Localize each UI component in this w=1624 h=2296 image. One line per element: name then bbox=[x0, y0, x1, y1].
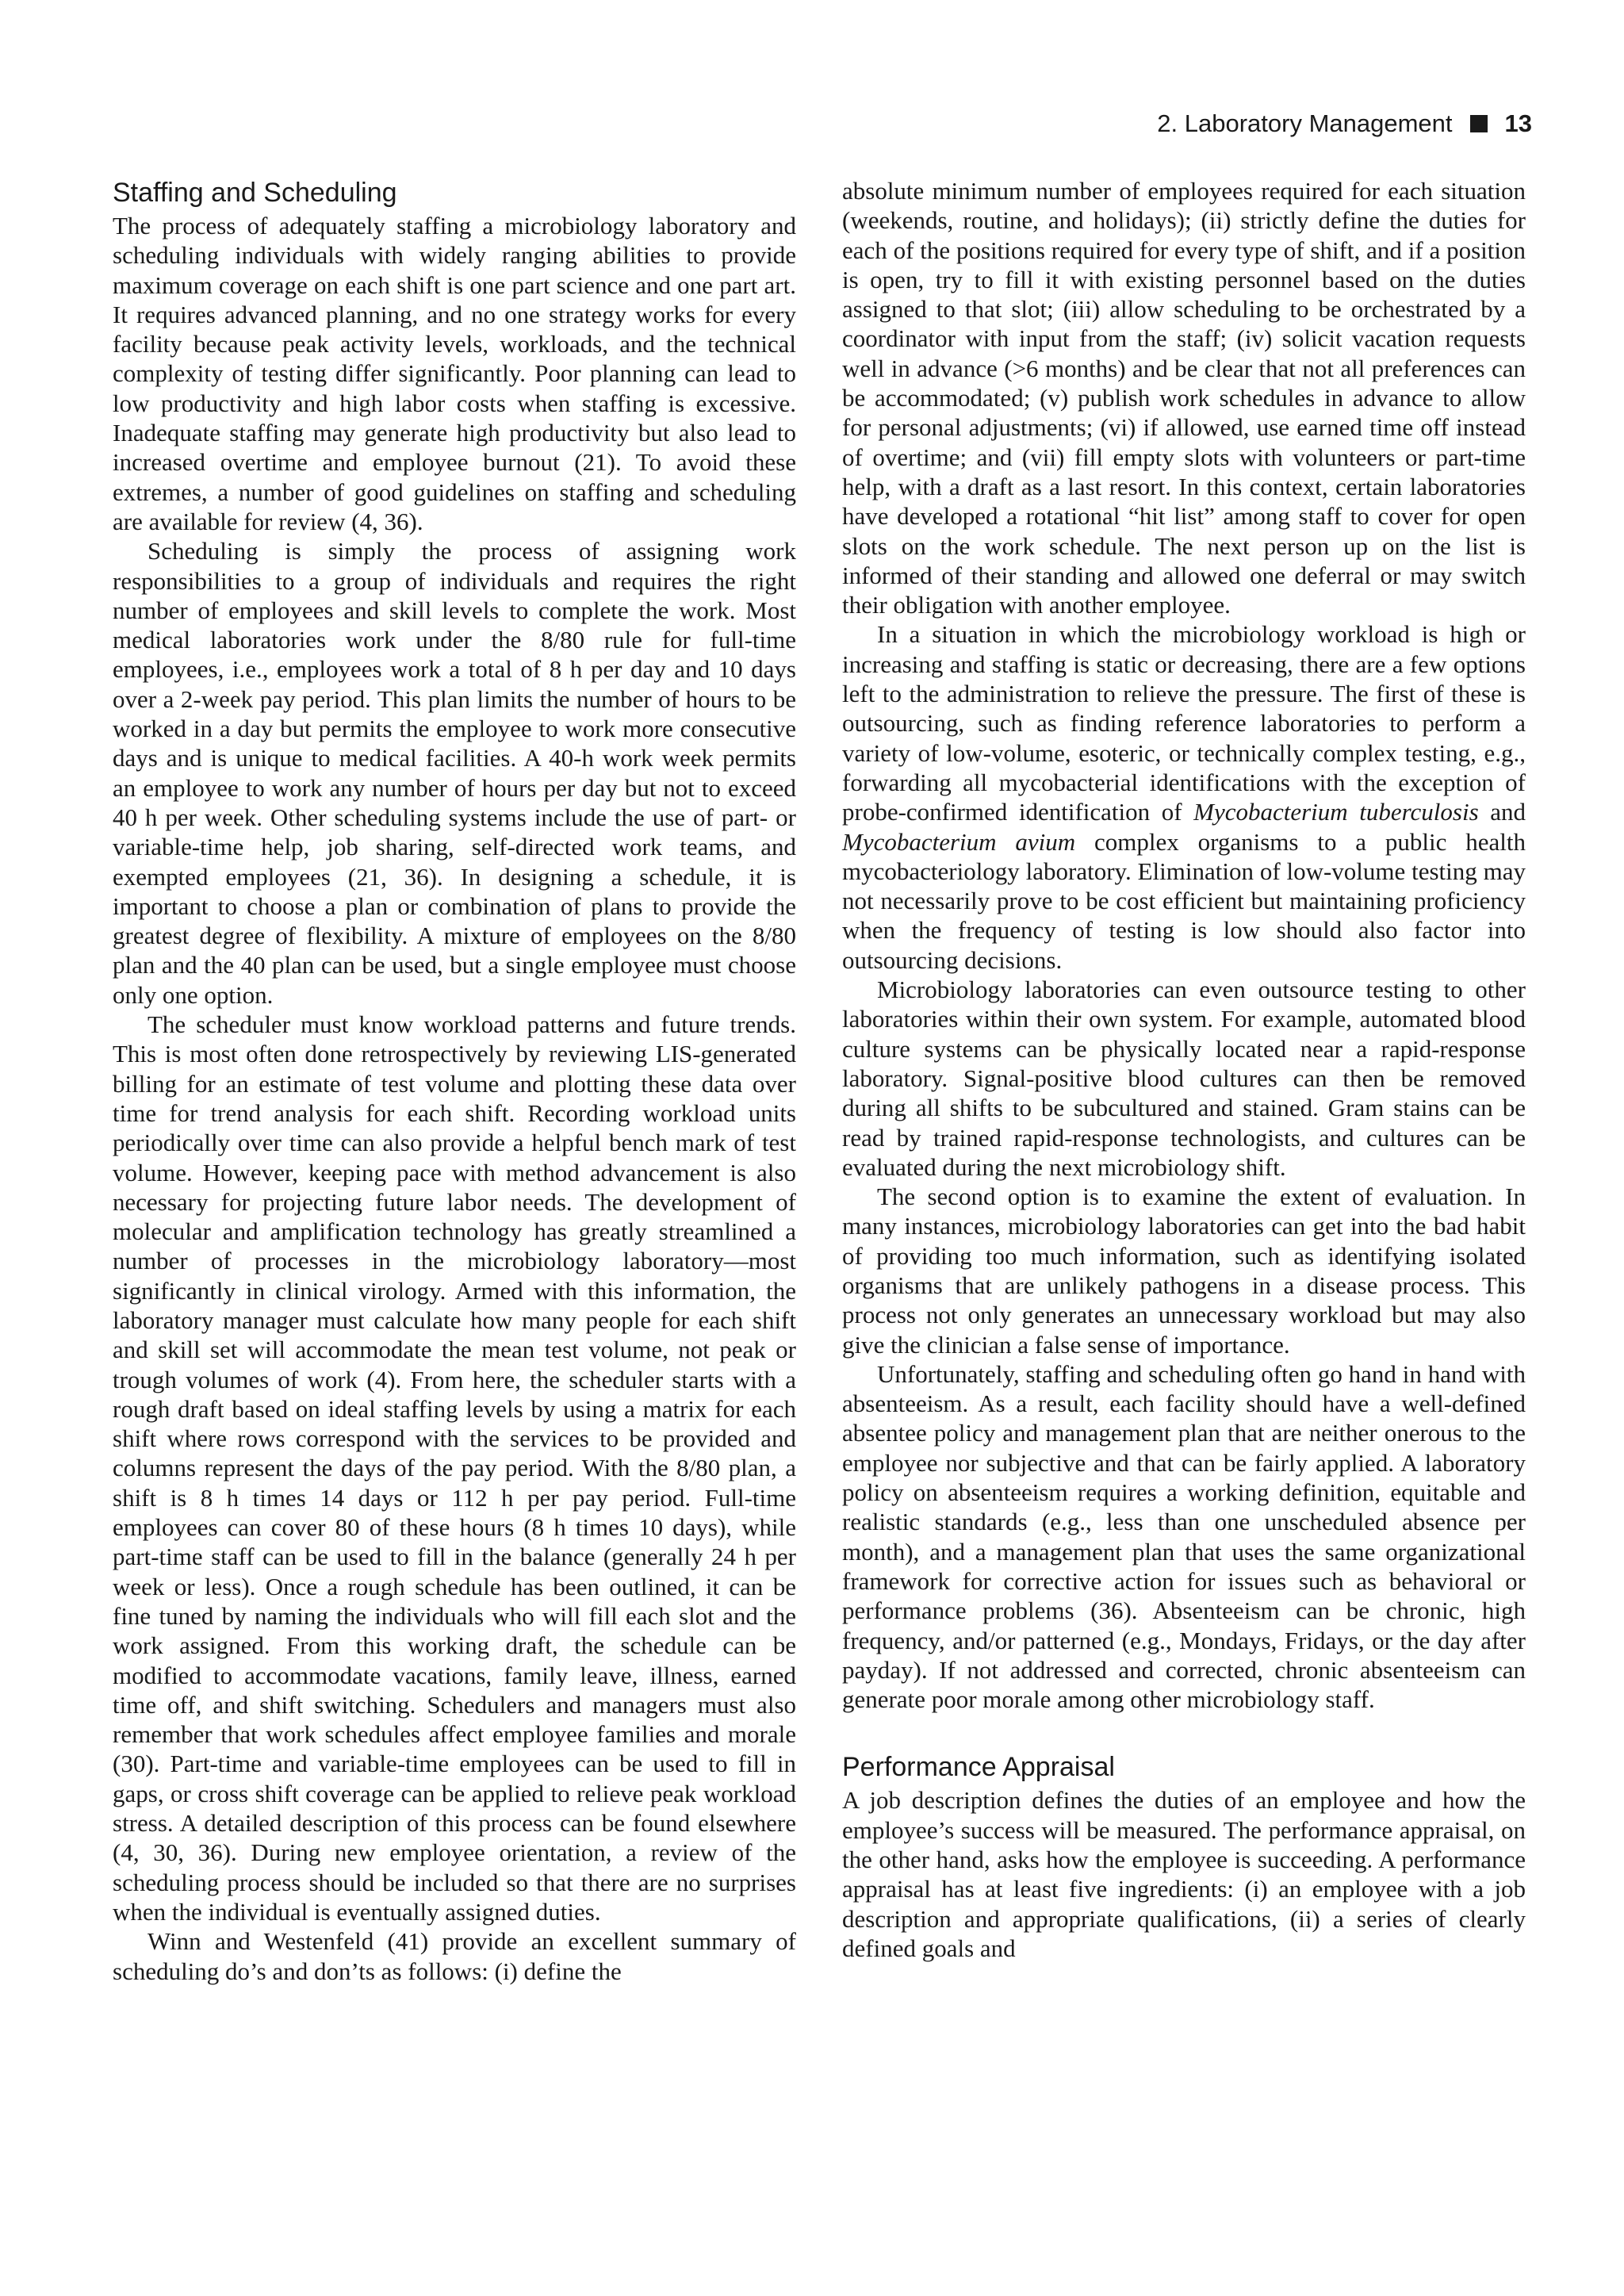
organism-name-tuberculosis: Mycobacterium tuberculosis bbox=[1193, 798, 1479, 826]
organism-name-avium: Mycobacterium avium bbox=[842, 827, 1076, 856]
outsourcing-text-2: and bbox=[1478, 798, 1526, 826]
outsourcing-text-3: complex organisms to a public health mycobacteriology laboratory. Elimination of low-volume testing may not necessarily prove to be cost efficient but maintaining proficiency when the frequency of testing is low should also factor into outsourcing decisions. bbox=[842, 827, 1526, 974]
paragraph-winn-westenfeld: Winn and Westenfeld (41) provide an excellent summary of scheduling do’s and don’ts as follows: (i) define the bbox=[113, 1927, 796, 1985]
section-heading-staffing: Staffing and Scheduling bbox=[113, 178, 397, 208]
left-column bbox=[113, 176, 796, 1986]
paragraph-outsourcing bbox=[842, 619, 1526, 975]
paragraph-staffing-intro: The process of adequately staffing a microbiology laboratory and scheduling individuals with widely ranging abilities to provide maximum coverage on each shift is one part science and one part art. It requires advanced planning, and no one strategy works for every facility because peak activity levels, workloads, and the technical complexity of testing differ significantly. Poor planning can lead to low productivity and high labor costs when staffing is excessive. Inadequate staffing may generate high productivity but also lead to increased overtime and employee burnout (21). To avoid these extremes, a number of good guidelines on staffing and scheduling are available for review (4, 36). bbox=[113, 212, 796, 535]
right-column bbox=[842, 176, 1526, 1963]
paragraph-internal-outsourcing: Microbiology laboratories can even outsource testing to other laboratories within their own system. For example, automated blood culture systems can be physically located near a rapid-response laboratory. Signal-positive blood cultures can then be removed during all shifts to be subcultured and stained. Gram stains can be read by trained rapid-response technologists, and cultures can be evaluated during the next microbiology shift. bbox=[842, 976, 1526, 1181]
running-head bbox=[1157, 108, 1532, 140]
paragraph-absenteeism: Unfortunately, staffing and scheduling often go hand in hand with absenteeism. As a result, each facility should have a well-defined absentee policy and management plan that are neither onerous to the employee nor subjective and that can be fairly applied. A laboratory policy on absenteeism requires a working definition, equitable and realistic standards (e.g., less than one unscheduled absence per month), and a management plan that uses the same organizational framework for corrective action for issues such as behavioral or performance problems (36). Absenteeism can be chronic, high frequency, and/or patterned (e.g., Mondays, Fridays, or the day after payday). If not addressed and corrected, chronic absenteeism can generate poor morale among other microbiology staff. bbox=[842, 1359, 1526, 1714]
page-number: 13 bbox=[1504, 109, 1532, 137]
square-bullet-icon bbox=[1470, 115, 1488, 132]
paragraph-workload-patterns: The scheduler must know workload patterns and future trends. This is most often done retrospectively by reviewing LIS-generated billing for an estimate of test volume and plotting these data over time for trend analysis for each shift. Recording workload units periodically over time can also provide a helpful bench mark of test volume. However, keeping pace with method advancement is also necessary for projecting future labor needs. The development of molecular and amplification technology has greatly streamlined a number of processes in the microbiology laboratory—most significantly in clinical virology. Armed with this information, the laboratory manager must calculate how many people for each shift and skill set will accommodate the mean test volume, not peak or trough volumes of work (4). From here, the scheduler starts with a rough draft based on ideal staffing levels by using a matrix for each shift where rows correspond with the services to be provided and columns represent the days of the pay period. With the 8/80 plan, a shift is 8 h times 14 days or 112 h per pay period. Full-time employees can cover 80 of these hours (8 h times 10 days), while part-time staff can be used to fill in the balance (generally 24 h per week or less). Once a rough schedule has been outlined, it can be fine tuned by naming the individuals who will fill each slot and the work assigned. From this working draft, the schedule can be modified to accommodate vacations, family leave, illness, earned time off, and shift switching. Schedulers and managers must also remember that work schedules affect employee families and morale (30). Part-time and variable-time employees can be used to fill in gaps, or cross shift coverage can be applied to relieve peak workload stress. A detailed description of this process can be found elsewhere (4, 30, 36). During new employee orientation, a review of the scheduling process should be included so that there are no surprises when the individual is eventually assigned duties. bbox=[113, 1010, 796, 1926]
paragraph-scheduling-definition: Scheduling is simply the process of assigning work responsibilities to a group of individuals and requires the right number of employees and skill levels to complete the work. Most medical laboratories work under the 8/80 rule for full-time employees, i.e., employees work a total of 8 h per day and 10 days over a 2-week pay period. This plan limits the number of hours to be worked in a day but permits the employee to work more consecutive days and is unique to medical facilities. A 40-h work week permits an employee to work any number of hours per day but not to exceed 40 h per week. Other scheduling systems include the use of part- or variable-time help, job sharing, self-directed work teams, and exempted employees (21, 36). In designing a schedule, it is important to choose a plan or combination of plans to provide the greatest degree of flexibility. A mixture of employees on the 8/80 plan and the 40 plan can be used, but a single employee must choose only one option. bbox=[113, 537, 796, 1009]
outsourcing-text-1: In a situation in which the microbiology workload is high or increasing and staffing is static or decreasing, there are a few options left to the administration to relieve the pressure. The first of these is outsourcing, such as finding reference laboratories to perform a variety of low-volume, esoteric, or technically complex testing, e.g., forwarding all mycobacterial identifications with the exception of probe-confirmed identification of bbox=[842, 620, 1526, 826]
paragraph-evaluation-extent: The second option is to examine the extent of evaluation. In many instances, microbiology laboratories can get into the bad habit of providing too much information, such as identifying isolated organisms that are unlikely pathogens in a disease process. This process not only generates an unnecessary workload but may also give the clinician a false sense of importance. bbox=[842, 1182, 1526, 1359]
section-heading-performance-appraisal: Performance Appraisal bbox=[842, 1752, 1115, 1783]
paragraph-performance-appraisal: A job description defines the duties of an employee and how the employee’s success will be measured. The performance appraisal, on the other hand, asks how the employee is succeeding. A performance appraisal has at least five ingredients: (i) an employee with a job description and appropriate qualifications, (ii) a series of clearly defined goals and bbox=[842, 1786, 1526, 1962]
paragraph-scheduling-continued: absolute minimum number of employees required for each situation (weekends, routine, and holidays); (ii) strictly define the duties for each of the positions required for every type of shift, and if a position is open, try to fill it with existing personnel based on the duties assigned to that slot; (iii) allow scheduling to be orchestrated by a coordinator with input from the staff; (iv) solicit vacation requests well in advance (>6 months) and be clear that not all preferences can be accommodated; (v) publish work schedules in advance to allow for personal adjustments; (vi) if allowed, use earned time off instead of overtime; and (vii) fill empty slots with volunteers or part-time help, with a draft as a last resort. In this context, certain laboratories have developed a rotational “hit list” among staff to cover for open slots on the work schedule. The next person up on the list is informed of their standing and allowed one deferral or may switch their obligation with another employee. bbox=[842, 177, 1526, 619]
chapter-title: 2. Laboratory Management bbox=[1157, 109, 1453, 137]
